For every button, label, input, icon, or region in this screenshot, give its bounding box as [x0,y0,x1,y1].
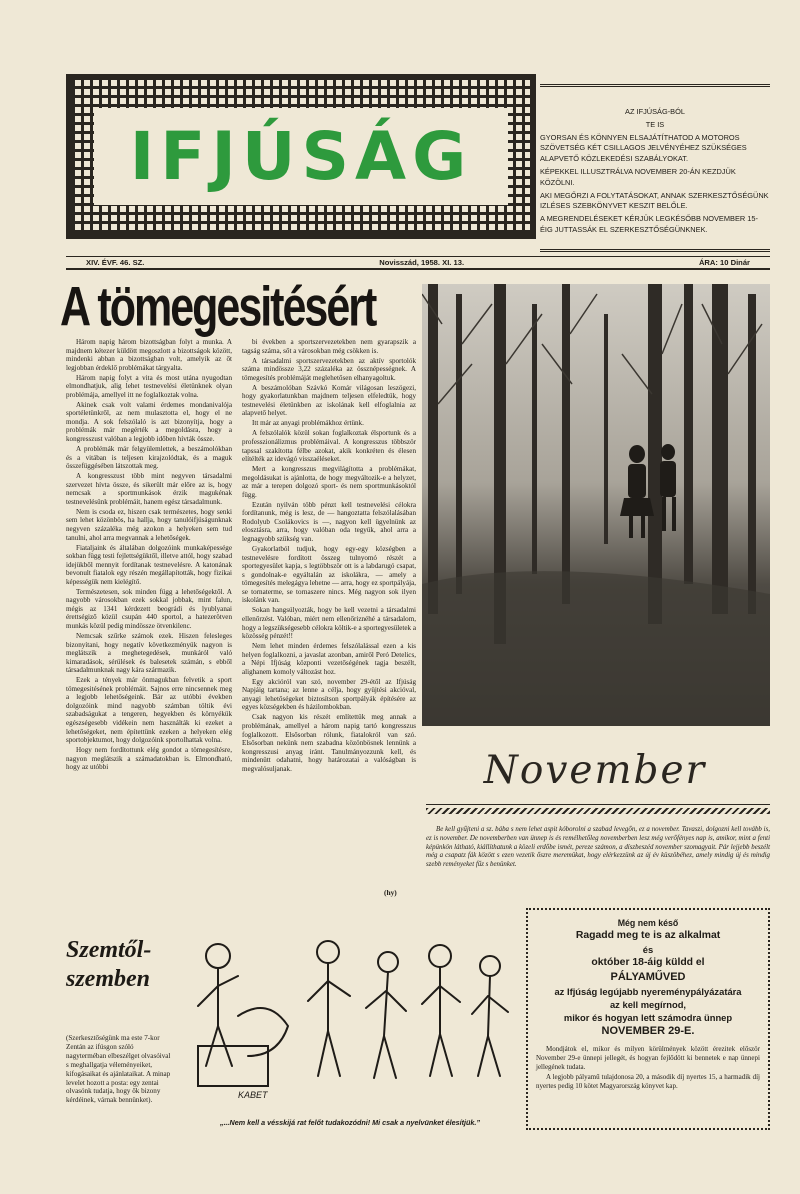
paragraph: bi években a sportszervezetekben nem gyarapszik a tagság száma, sőt a városokban még csökken is. [242,338,416,355]
contest-line: mikor és hogyan lett számodra ünnep [563,1012,733,1023]
header-notice [540,84,770,252]
issue-date: Novisszád, 1958. XI. 13. [379,258,465,267]
paragraph: Hogy nem fordítottunk elég gondot a tömegesítésre, nagyon meglátszik a számadatokban is. Elmondható, hogy az utóbbi [66,746,232,772]
contest-line: Ragadd meg te is az alkalmat [575,930,721,941]
contest-line: és [642,944,654,955]
paragraph: A beszámolóban Szávkó Komár világosan leszögezi, hogy gyakorlatunkban majdnem teljesen elfeledtük, hogy testnevelési életünkben az iskolának kell elfoglalnia az alapvető helyet. [242,383,416,418]
contest-body [536,1045,760,1091]
article-column-1 [66,338,232,908]
paragraph: A társadalmi sportszervezetekben az aktív sportolók száma mindössze 3,22 százaléka az össznépességnek. A tömegesítés problémáját meglehetősen elhanyagoltuk. [242,356,416,382]
paragraph: Nemcsak szűrke számok ezek. Hiszen felesleges bizonyítani, hogy negatív következményük nagyon is meglátszik a meghetegedések, munkáról való kimaradások, sérülések és balesetek számán, s ebből társadalmunknak nagy kára származik. [66,632,232,675]
cartoon-section-title: Szemtől-szemben [66,937,152,992]
paragraph: Fiataljaink és általában dolgozóink munkaképessége sokban függ testi fejlettségüktől, illetve attól, hogy szabad idejükből mennyit fordítanak testnevelésre. A katonának bevonult fiatalok egy részén megállapították, hogy fizikai képességük nem kielégítő. [66,543,232,586]
november-caption: Be kell gyűjteni a sz. bába s nem lehet aspit kóborolni a szabad levegőn, ez a november. Tavaszi, dolgozni kell tovább is, ez is november. De novemberben van ünnep is és remélhetőleg novemberben lesz még verőfényes nap is, amikor, mint a fenti képünkön látható, kiállíthatunk a közeli erdőbe ismét, pereze számon, a díszbeszéd november szomagyait. Pár lejjebb beszélt még a csapatz fák között s ezen vezetik őszre meremükat, hogy elérkezzünk az új év küszöbéhez, amely mindig új és mindig szebb reményeket fűz s benünket. [426,826,770,869]
paragraph: A legjobb pályamű tulajdonosa 20, a második díj nyertes 15, a harmadik díj nyertes pedig 10 kötet Magyarország könyvet kap. [536,1073,760,1091]
paragraph: Ezek a tények már önmagukban felvetik a sport tömegesitésének problémáit. Sajnos erre nincsennek meg a legjobb lehetőségeink. Bár az utóbbi években dolgozóink mind nagyobb számban töltik évi szabadságukat a tengeren, hegyekben és környékük egészségesebb vidékein nem használták ki ezeket a lehetőségeket, nem építettünk ezeken a helyeken elég sportobjektumot, hogy dolgozóink sportolhattak volna. [66,676,232,745]
paragraph: Nem lehet minden érdemes felszólalással ezen a kis helyen foglalkozni, a javaslat azonban, amiről Peró Detelics, a Népi Ifjúság központi vezetőségének tagja beszélt, alighanem komoly változást hoz. [242,642,416,676]
contest-line: október 18-áig küldd el [591,957,705,968]
paragraph: Csak nagyon kis részét említettük meg annak a problémának, amellyel a három napig tartó kongresszus foglalkozott. Elsősorban rólunk, fiatalokról van szó. Elsősorban nekünk nem szabadna közönbösnek lennünk a kongresszusi anyag iránt. Tanulmányozzunk kell, és mindenütt odahatni, hogy határozatai a valóságban is megvalósuljanak. [242,713,416,773]
paragraph: Három napig folyt a vita és most utána nyugodtan elmondhatjuk, alig lehet testnevelési életünknek olyan problémája, amellyel itt ne foglalkoztak volna. [66,373,232,399]
issue-number: XIV. ÉVF. 46. SZ. [86,258,145,267]
paragraph: Természetesen, sok minden függ a lehetőségektől. A nagyobb városokban ezek sokkal jobbak, mint falun, mégis az 1341 kérdezett beográdi és lyublyanai érettségiző közül csupán 440 sportol, a hatezerötven munkás közül pedig mindössze ötvenkilenc. [66,587,232,630]
paragraph: Sokan hangsúlyozták, hogy be kell vezetni a társadalmi ellenőrzést. Valóban, miért nem ellenőriznéhé a társadalom, hogy a legszükségesebb célokra költik-e a sportegyesületek a közösség pénzét!! [242,606,416,641]
paragraph: A problémák már felgyülemlettek, a beszámolókban és a vitában is teljesen kirajzolódtak, és a maguk összefüggésében látszottak meg. [66,445,232,471]
cartoon-intro: (Szerkesztőségünk ma este 7-kor Zentán az ifúsgon szóló nagyterméban elbeszélget olvasóival s meghallgatja véleményeiket, kifogásaikat és ajánlataikat. A minap levelet hozott a posta: egy zentai olvasónk tudatja, hogy ők bizony kérdéinek, várnak bennünket). [66,1034,171,1105]
paragraph: Akinek csak volt valami érdemes mondanivalója sportéletünkről, az nem mulasztotta el, hogy el ne mondja. A sok felszólaló is azt bizonyítja, hogy a problémák már megérték a megoldásra, hogy a kongresszust valóban a legjobb időben hívták össze. [66,400,232,444]
paragraph: Gyakorlatból tudjuk, hogy egy-egy községben a testnevelésre fordított összeg tulnyomó részét a sportegyesület kapja, s legtöbbször ott is a labdarugó csapat, s gondolnak-e egyáltalán az iskolákra, — amely a tömegesítés melegágya lehetne — arra, hogy ez sportpályája, se tornaterme, se tornaszere nincs. Még nagyon sok ilyen iskolánk van. [242,545,416,605]
notice-intro: AZ IFJÚSÁG-BÓL [625,107,685,116]
cartoon-caption: „...Nem kell a vésskijá rat felőt tudakozódni! Mi csak a nyelvünket élesítjük.” [219,1118,481,1127]
contest-box [526,908,770,1130]
paragraph: Három napig három bizottságban folyt a munka. A majdnem kétezer küldött megoszlott a bizottságok között, mindenki abban a bizottságban volt, amelyik az őt legjobban érdeklő problémákat tárgyalta. [66,338,232,372]
paragraph: A kongresszust több mint negyven társadalmi szervezet hívta össze, és sikerült már előre az is, hogy nemcsak a sportmunkások érzik magukénak testnevelésünk problémáit, hanem egész társadalmunk. [66,472,232,506]
cartoon-drawing [178,916,522,1106]
decorative-rule [426,804,770,814]
cartoon-artist-signature: KABET [238,1090,268,1100]
issue-infoline [66,256,770,270]
notice-paragraph: A MEGRENDELÉSEKET KÉRJÜK LEGKÉSŐBB NOVEMBER 15-ÉIG JUTTASSÁK EL SZERKESZTŐSÉGÜNKNEK. [540,214,758,234]
forest-photo [422,284,770,726]
contest-line: NOVEMBER 29-E. [601,1025,695,1037]
paragraph: Mondjátok el, mikor és milyen körülmények között érezitek először November 29-e ünnepi jellegét, és hogyan fejlődött ki bennetek e nap ünnepi jellegének tudata. [536,1045,760,1071]
paragraph: A felszólalók közül sokan foglalkoztak élsportunk és a professzionálizmus problémáival. A kongresszus többször tapssal szakította félbe azokat, akik konkréten és élesen elítélték az idevágó visszaéléseket. [242,429,416,464]
contest-line: az kell megírnod, [609,999,687,1010]
article-column-2 [242,338,416,908]
notice-intro2: TE IS [645,119,665,129]
paragraph: Mert a kongresszus megvilágította a problémákat, megoldásukat is ajánlotta, de hogy megváltozik-e a helyzet, az már a terepen dolgozó sport- és nem sportmunkásoktól függ. [242,465,416,499]
forest-illustration [422,284,770,726]
masthead-inner [94,108,508,205]
masthead-frame [66,74,536,239]
article-headline: A tömegesitésért [60,276,376,339]
issue-price: ÁRA: 10 Dinár [698,258,750,267]
paragraph: Itt már az anyagi problémákhoz értünk. [252,419,364,428]
paragraph: Ezután nyilván több pénzt kell testnevelési célokra fordítanunk, még is lesz, de — hangoztatta felszólalásában Rodolyub Csolákovics is —, nagyon kell ügyelnünk az elosztásra, arra, hogy valóban oda tegyük, ahol arra a legnagyobb szükség van. [242,500,416,544]
masthead-title: IFJÚSÁG [129,118,473,195]
notice-paragraph: AKI MEGŐRZI A FOLYTATÁSOKAT, ANNAK SZERKESZTŐSÉGÜNK IZLÉSES SZEBKÖNYVET KESZIT BELŐLE. [540,190,769,211]
paragraph: Nem is csoda ez, hiszen csak természetes, hogy senki sem lehet közönbös, ha hallja, hogy tanulóifjúságunknak negyven százaléka még azokon a helyeken sem tud tanulni, ahol arra megvannak a lehetőségek. [66,507,232,542]
november-title: November [483,748,707,793]
contest-line: Még nem késő [617,918,679,928]
contest-heading [536,917,760,1039]
paragraph: Egy akcióról van szó, november 29-étől az Ifjúság Napjáig tartana; az lenne a célja, hogy gyüjtési akcióval, anyagi lehetőségeket biztosítson sportpályák építésére az egyes községekben és házilombokban. [242,677,416,712]
notice-paragraph: KÉPEKKEL ILLUSZTRÁLVA NOVEMBER 20-ÁN KEZDJÜK KÖZÖLNI. [540,166,736,187]
article-signature: (hy) [384,888,397,897]
contest-line: az Ifjúság legújabb nyereménypályázatára [554,986,742,997]
notice-paragraph: GYORSAN ÉS KÖNNYEN ELSAJÁTÍTHATOD A MOTOROS SZÖVETSÉG KÉT CSILLAGOS JELVÉNYÉHEZ SZÜKSÉGES ALAPVETŐ KÖZLEKEDÉSI SZABÁLYOKAT. [540,132,747,164]
contest-line: PÁLYAMŰVED [610,971,686,983]
cartoon-figures [178,916,522,1106]
